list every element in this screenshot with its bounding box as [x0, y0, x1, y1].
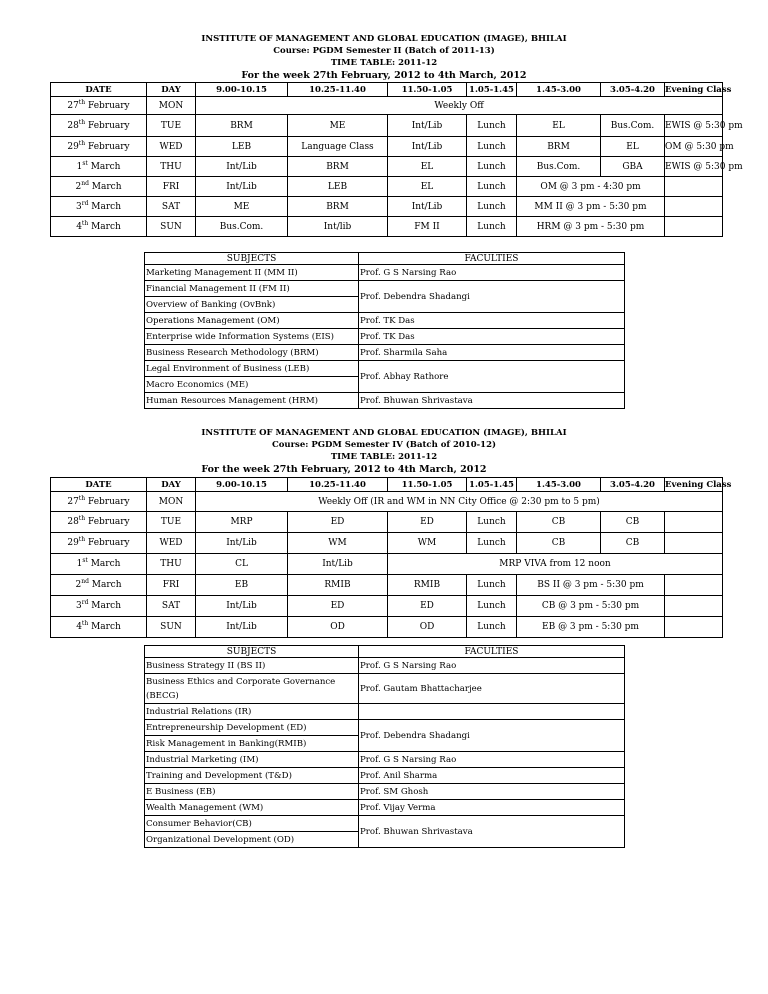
faculty-cell: Prof. TK Das: [359, 329, 625, 345]
table-row: [51, 596, 723, 617]
date-cell: 27th February: [51, 492, 147, 512]
date-cell: 2nd March: [51, 177, 147, 197]
class-cell: CB @ 3 pm - 5:30 pm: [517, 596, 665, 617]
col-header: DATE: [51, 478, 147, 492]
class-cell: CB: [517, 512, 601, 533]
day-cell: FRI: [147, 177, 196, 197]
class-cell: Int/Lib: [196, 177, 288, 197]
class-cell: RMIB: [388, 575, 467, 596]
date-cell: 28th February: [51, 512, 147, 533]
class-cell: Lunch: [467, 596, 517, 617]
col-header: DATE: [51, 83, 147, 97]
subject-cell: Risk Management in Banking(RMIB): [145, 736, 359, 752]
class-cell: CB: [601, 512, 665, 533]
class-cell: EB @ 3 pm - 5:30 pm: [517, 617, 665, 638]
class-cell: Bus.Com.: [196, 217, 288, 237]
faculty-cell: Prof. Vijay Verma: [359, 800, 625, 816]
table-row: [51, 575, 723, 596]
class-cell: OM @ 5:30 pm: [665, 137, 723, 157]
faculty-cell: Prof. SM Ghosh: [359, 784, 625, 800]
subject-cell: Operations Management (OM): [145, 313, 359, 329]
table-row: [51, 137, 723, 157]
class-cell: Lunch: [467, 575, 517, 596]
class-cell: BRM: [196, 115, 288, 137]
class-cell: Int/Lib: [388, 137, 467, 157]
date-cell: 1st March: [51, 554, 147, 575]
class-cell: EL: [388, 157, 467, 177]
viva-cell: MRP VIVA from 12 noon: [388, 554, 723, 575]
class-cell: EB: [196, 575, 288, 596]
class-cell: ED: [288, 596, 388, 617]
class-cell: Lunch: [467, 217, 517, 237]
subjects-header: SUBJECTS: [145, 646, 359, 658]
timetable-1: [50, 82, 743, 237]
col-header: DAY: [147, 83, 196, 97]
subject-cell: Human Resources Management (HRM): [145, 393, 359, 409]
faculty-cell: Prof. Anil Sharma: [359, 768, 625, 784]
day-cell: WED: [147, 137, 196, 157]
class-cell: BRM: [288, 157, 388, 177]
col-header: 1.45-3.00: [517, 83, 601, 97]
col-header: 3.05-4.20: [601, 478, 665, 492]
subject-cell: Overview of Banking (OvBnk): [145, 297, 359, 313]
faculty-cell: Prof. Abhay Rathore: [359, 361, 625, 393]
class-cell: OD: [288, 617, 388, 638]
class-cell: MRP: [196, 512, 288, 533]
faculty-cell: Prof. Gautam Bhattacharjee: [359, 674, 625, 704]
class-cell: Lunch: [467, 177, 517, 197]
class-cell: [665, 575, 723, 596]
subject-cell: Entrepreneurship Development (ED): [145, 720, 359, 736]
class-cell: Lunch: [467, 157, 517, 177]
col-header: 10.25-11.40: [288, 83, 388, 97]
date-cell: 3rd March: [51, 596, 147, 617]
class-cell: BRM: [288, 197, 388, 217]
class-cell: ED: [388, 596, 467, 617]
faculty-cell: Prof. TK Das: [359, 313, 625, 329]
table-row: [51, 492, 723, 512]
date-cell: 28th February: [51, 115, 147, 137]
class-cell: FM II: [388, 217, 467, 237]
class-cell: GBA: [601, 157, 665, 177]
week-title-2: For the week 27th February, 2012 to 4th March, 2012: [201, 464, 487, 475]
subject-cell: Business Strategy II (BS II): [145, 658, 359, 674]
subject-cell: Legal Environment of Business (LEB): [145, 361, 359, 377]
subject-cell: Industrial Relations (IR): [145, 704, 359, 720]
table-row: [51, 197, 723, 217]
weekly-off-cell: Weekly Off (IR and WM in NN City Office @ 2:30 pm to 5 pm): [196, 492, 723, 512]
day-cell: THU: [147, 554, 196, 575]
class-cell: Int/lib: [288, 217, 388, 237]
class-cell: [665, 197, 723, 217]
class-cell: OD: [388, 617, 467, 638]
class-cell: EWIS @ 5:30 pm: [665, 157, 723, 177]
faculty-cell: Prof. Bhuwan Shrivastava: [359, 816, 625, 848]
day-cell: SAT: [147, 596, 196, 617]
class-cell: Bus.Com.: [517, 157, 601, 177]
subject-cell: Organizational Development (OD): [145, 832, 359, 848]
col-header: 11.50-1.05: [388, 478, 467, 492]
date-cell: 29th February: [51, 533, 147, 554]
class-cell: LEB: [196, 137, 288, 157]
class-cell: ED: [288, 512, 388, 533]
subject-cell: Industrial Marketing (IM): [145, 752, 359, 768]
faculty-cell: Prof. G S Narsing Rao: [359, 265, 625, 281]
header-row: [51, 478, 723, 492]
day-cell: TUE: [147, 115, 196, 137]
day-cell: MON: [147, 97, 196, 115]
class-cell: WM: [288, 533, 388, 554]
faculty-cell: Prof. Sharmila Saha: [359, 345, 625, 361]
class-cell: Int/Lib: [196, 596, 288, 617]
faculty-cell: Prof. Debendra Shadangi: [359, 281, 625, 313]
table-row: [51, 554, 723, 575]
date-cell: 1st March: [51, 157, 147, 177]
class-cell: Int/Lib: [288, 554, 388, 575]
class-cell: Lunch: [467, 617, 517, 638]
class-cell: EL: [601, 137, 665, 157]
day-cell: SAT: [147, 197, 196, 217]
timetable-title-1: TIME TABLE: 2011-12: [330, 58, 438, 68]
col-header: 1.05-1.45: [467, 83, 517, 97]
class-cell: Language Class: [288, 137, 388, 157]
subject-cell: (BECG): [145, 690, 359, 704]
faculty-cell: Prof. Bhuwan Shrivastava: [359, 393, 625, 409]
class-cell: Lunch: [467, 533, 517, 554]
class-cell: Lunch: [467, 137, 517, 157]
table-row: [51, 217, 723, 237]
class-cell: WM: [388, 533, 467, 554]
class-cell: Int/Lib: [196, 157, 288, 177]
table-row: [51, 533, 723, 554]
date-cell: 2nd March: [51, 575, 147, 596]
class-cell: EL: [388, 177, 467, 197]
day-cell: FRI: [147, 575, 196, 596]
faculties-header: FACULTIES: [359, 253, 625, 265]
timetable-2: [50, 477, 732, 638]
faculty-cell: Prof. G S Narsing Rao: [359, 752, 625, 768]
subject-cell: Business Ethics and Corporate Governance: [145, 674, 359, 690]
subject-cell: Marketing Management II (MM II): [145, 265, 359, 281]
subject-cell: Financial Management II (FM II): [145, 281, 359, 297]
class-cell: [665, 533, 723, 554]
col-header: 10.25-11.40: [288, 478, 388, 492]
table-row: [51, 512, 723, 533]
class-cell: Int/Lib: [388, 115, 467, 137]
class-cell: ME: [288, 115, 388, 137]
subject-cell: Macro Economics (ME): [145, 377, 359, 393]
day-cell: MON: [147, 492, 196, 512]
class-cell: Int/Lib: [196, 617, 288, 638]
course-title-2: Course: PGDM Semester IV (Batch of 2010-12): [271, 440, 497, 450]
faculties-header: FACULTIES: [359, 646, 625, 658]
class-cell: Int/Lib: [196, 533, 288, 554]
class-cell: LEB: [288, 177, 388, 197]
col-header: DAY: [147, 478, 196, 492]
day-cell: SUN: [147, 217, 196, 237]
table-row: [51, 115, 723, 137]
class-cell: MM II @ 3 pm - 5:30 pm: [517, 197, 665, 217]
date-cell: 3rd March: [51, 197, 147, 217]
class-cell: RMIB: [288, 575, 388, 596]
class-cell: [665, 596, 723, 617]
course-title-1: Course: PGDM Semester II (Batch of 2011-13): [273, 46, 495, 56]
class-cell: ED: [388, 512, 467, 533]
class-cell: EWIS @ 5:30 pm: [665, 115, 723, 137]
table-row: [51, 177, 723, 197]
class-cell: [665, 177, 723, 197]
faculty-cell: Prof. Debendra Shadangi: [359, 720, 625, 752]
col-header: 3.05-4.20: [601, 83, 665, 97]
class-cell: BS II @ 3 pm - 5:30 pm: [517, 575, 665, 596]
col-header: 9.00-10.15: [196, 83, 288, 97]
subject-cell: Training and Development (T&D): [145, 768, 359, 784]
header-row: [51, 83, 723, 97]
institute-title-1: INSTITUTE OF MANAGEMENT AND GLOBAL EDUCATION (IMAGE), BHILAI: [201, 34, 567, 44]
day-cell: THU: [147, 157, 196, 177]
class-cell: BRM: [517, 137, 601, 157]
date-cell: 29th February: [51, 137, 147, 157]
subject-cell: Enterprise wide Information Systems (EIS): [145, 329, 359, 345]
class-cell: EL: [517, 115, 601, 137]
class-cell: Int/Lib: [388, 197, 467, 217]
subjects-table-2: [144, 645, 625, 848]
subject-cell: E Business (EB): [145, 784, 359, 800]
class-cell: Lunch: [467, 115, 517, 137]
class-cell: HRM @ 3 pm - 5:30 pm: [517, 217, 665, 237]
col-header: Evening Class: [665, 479, 732, 490]
table-row: [51, 157, 723, 177]
class-cell: Lunch: [467, 197, 517, 217]
class-cell: Lunch: [467, 512, 517, 533]
table-row: [51, 617, 723, 638]
institute-title-2: INSTITUTE OF MANAGEMENT AND GLOBAL EDUCATION (IMAGE), BHILAI: [201, 428, 567, 438]
col-header: 9.00-10.15: [196, 478, 288, 492]
class-cell: OM @ 3 pm - 4:30 pm: [517, 177, 665, 197]
class-cell: [665, 217, 723, 237]
class-cell: [665, 512, 723, 533]
weekly-off-cell: Weekly Off: [196, 97, 723, 115]
date-cell: 4th March: [51, 217, 147, 237]
day-cell: WED: [147, 533, 196, 554]
date-cell: 27th February: [51, 97, 147, 115]
subjects-header: SUBJECTS: [145, 253, 359, 265]
subject-cell: Business Research Methodology (BRM): [145, 345, 359, 361]
faculty-cell: Prof. G S Narsing Rao: [359, 658, 625, 674]
timetable-title-2: TIME TABLE: 2011-12: [330, 452, 438, 462]
col-header: 11.50-1.05: [388, 83, 467, 97]
week-title-1: For the week 27th February, 2012 to 4th March, 2012: [241, 70, 527, 81]
subject-cell: Wealth Management (WM): [145, 800, 359, 816]
class-cell: [665, 617, 723, 638]
class-cell: ME: [196, 197, 288, 217]
col-header: Evening Class: [665, 84, 732, 95]
class-cell: Bus.Com.: [601, 115, 665, 137]
class-cell: CL: [196, 554, 288, 575]
day-cell: SUN: [147, 617, 196, 638]
class-cell: CB: [517, 533, 601, 554]
date-cell: 4th March: [51, 617, 147, 638]
col-header: 1.05-1.45: [467, 478, 517, 492]
table-row: [51, 97, 723, 115]
class-cell: CB: [601, 533, 665, 554]
day-cell: TUE: [147, 512, 196, 533]
subject-cell: Consumer Behavior(CB): [145, 816, 359, 832]
subjects-table-1: [144, 252, 625, 409]
col-header: 1.45-3.00: [517, 478, 601, 492]
